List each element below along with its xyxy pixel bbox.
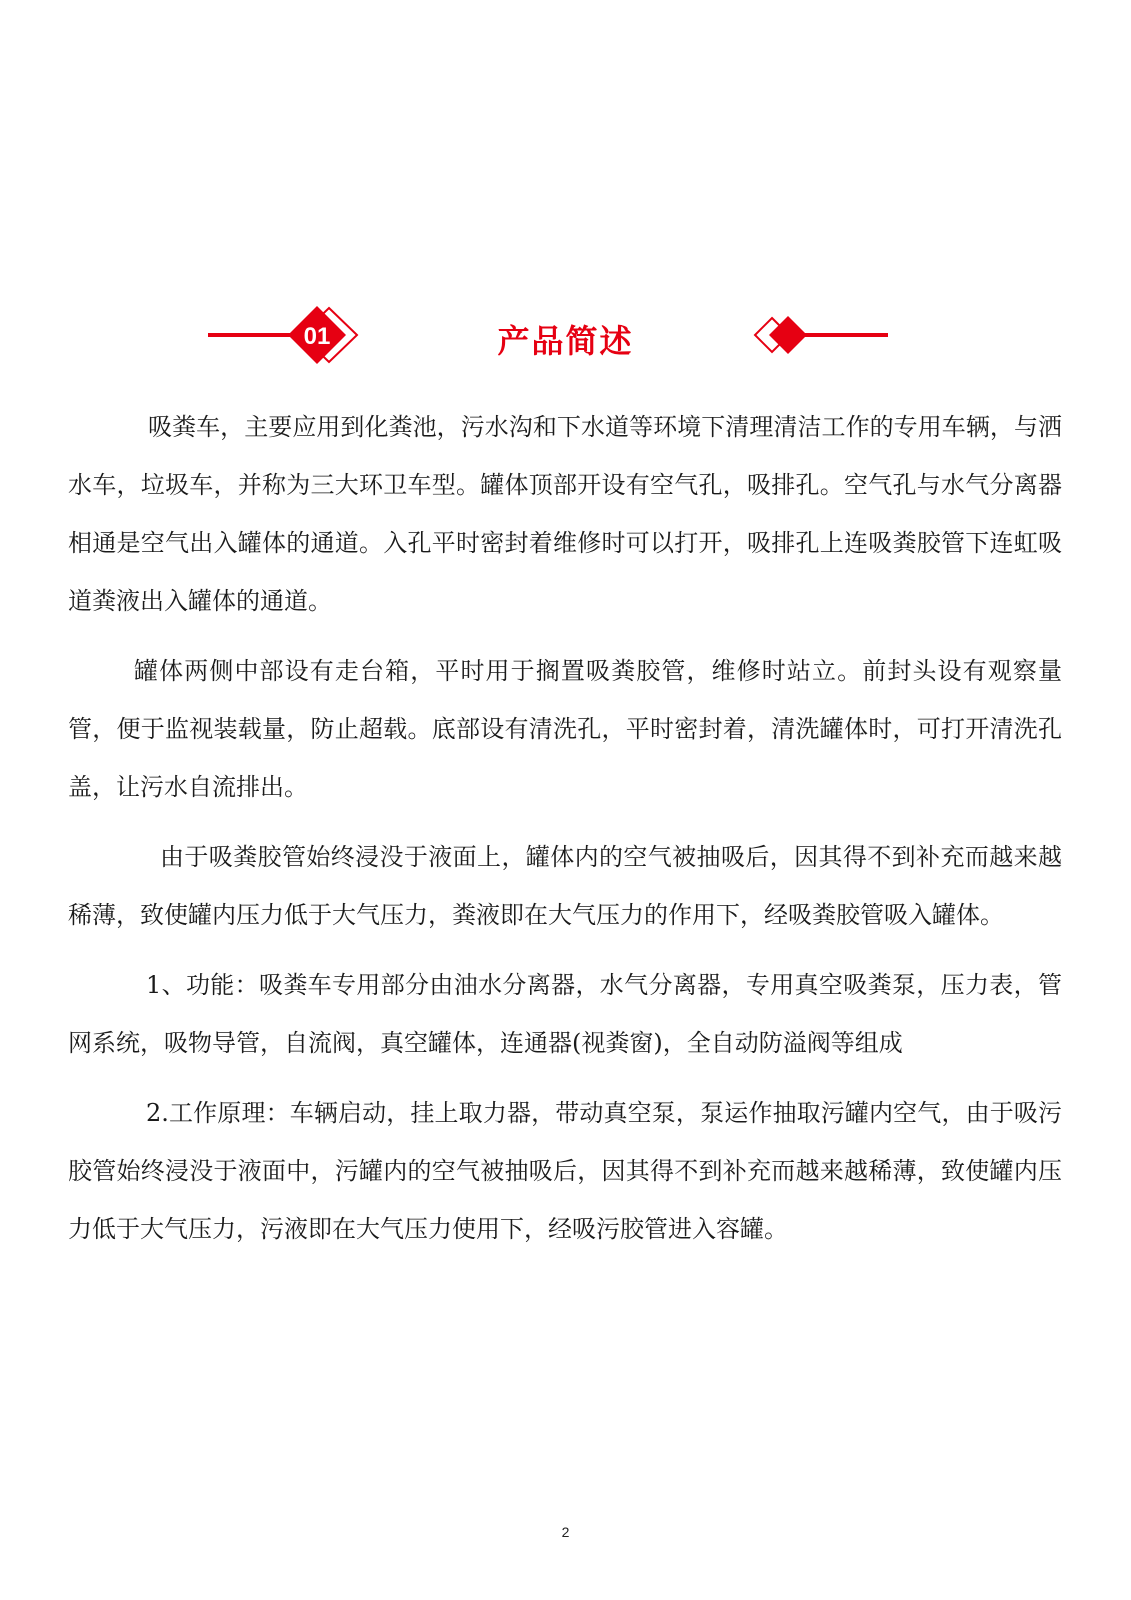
paragraph-tank-structure: 罐体两侧中部设有走台箱，平时用于搁置吸粪胶管，维修时站立。前封头设有观察量管，便于监视装载量，防止超载。底部设有清洗孔，平时密封着，清洗罐体时，可打开清洗孔盖，让污水自流排出。 [68,657,1062,801]
page-number: 2 [561,1524,570,1540]
badge-number: 01 [303,323,331,350]
paragraph-function: 1、功能：吸粪车专用部分由油水分离器，水气分离器，专用真空吸粪泵，压力表，管网系统，吸物导管，自流阀，真空罐体，连通器(视粪窗)，全自动防溢阀等组成 [68,971,1062,1057]
paragraph-working-principle: 2.工作原理：车辆启动，挂上取力器，带动真空泵，泵运作抽取污罐内空气，由于吸污胶管始终浸没于液面中，污罐内的空气被抽吸后，因其得不到补充而越来越稀薄，致使罐内压力低于大气压力，污液即在大气压力使用下，经吸污胶管进入容罐。 [68,1099,1062,1243]
body-text [68,398,1062,1270]
paragraph-intro: 吸粪车，主要应用到化粪池，污水沟和下水道等环境下清理清洁工作的专用车辆，与洒水车，垃圾车，并称为三大环卫车型。罐体顶部开设有空气孔，吸排孔。空气孔与水气分离器相通是空气出入罐体的通道。入孔平时密封着维修时可以打开，吸排孔上连吸粪胶管下连虹吸道粪液出入罐体的通道。 [68,413,1062,615]
section-header [0,300,1131,380]
paragraph-suction-principle: 由于吸粪胶管始终浸没于液面上，罐体内的空气被抽吸后，因其得不到补充而越来越稀薄，致使罐内压力低于大气压力，粪液即在大气压力的作用下，经吸粪胶管吸入罐体。 [68,843,1062,929]
right-diamond-icon [750,300,895,370]
page-title: 产品简述 [497,322,634,360]
